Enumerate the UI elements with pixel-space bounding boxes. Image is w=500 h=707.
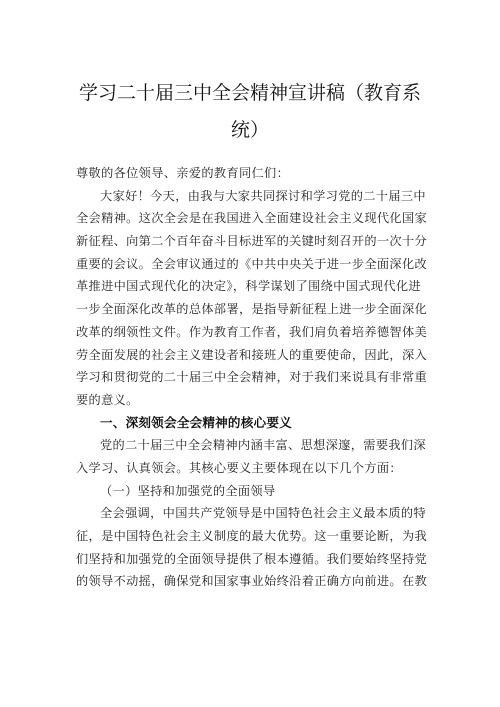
subsection-heading: （一）坚持和加强党的全面领导 xyxy=(100,483,276,498)
subsection-line: 的领导不动摇，确保党和国家事业始终沿着正确方向前进。在教 xyxy=(76,574,428,589)
intro-line: 要的意义。 xyxy=(76,392,139,407)
intro-line: 革推进中国式现代化的决定》，科学谋划了围绕中国式现代化进 xyxy=(76,279,421,294)
intro-line: 重要的会议。全会审议通过的《中共中央关于进一步全面深化改 xyxy=(76,256,428,271)
intro-line: 全会精神。这次全会是在我国进入全面建设社会主义现代化国家 xyxy=(76,211,428,226)
section-line: 党的二十届三中全会精神内涵丰富、思想深邃，需要我们深 xyxy=(100,438,426,453)
subsection-line: 们坚持和加强党的全面领导提供了根本遵循。我们要始终坚持党 xyxy=(76,551,428,566)
intro-line: 大家好！今天，由我与大家共同探讨和学习党的二十届三中 xyxy=(100,188,426,203)
document-title-line-1: 学习二十届三中全会精神宣讲稿（教育系 xyxy=(78,82,421,104)
section-heading: 一、深刻领会全会精神的核心要义 xyxy=(100,414,292,430)
intro-line: 一步全面深化改革的总体部署，是指导新征程上进一步全面深化 xyxy=(76,302,428,317)
document-body xyxy=(76,162,436,593)
intro-line: 学习和贯彻党的二十届三中全会精神，对于我们来说具有非常重 xyxy=(76,370,428,385)
intro-line: 劳全面发展的社会主义建设者和接班人的重要使命，因此，深入 xyxy=(76,347,428,362)
intro-line: 新征程、向第二个百年奋斗目标进军的关键时刻召开的一次十分 xyxy=(76,234,428,249)
subsection-line: 征，是中国特色社会主义制度的最大优势。这一重要论断，为我 xyxy=(76,529,428,543)
section-line: 入学习、认真领会。其核心要义主要体现在以下几个方面： xyxy=(76,460,402,475)
subsection-line: 全会强调，中国共产党领导是中国特色社会主义最本质的特 xyxy=(100,506,426,521)
document-title-line-2: 统） xyxy=(230,119,269,141)
intro-line: 改革的纲领性文件。作为教育工作者，我们肩负着培养德智体美 xyxy=(76,324,428,339)
salutation: 尊敬的各位领导、亲爱的教育同仁们： xyxy=(76,166,290,180)
